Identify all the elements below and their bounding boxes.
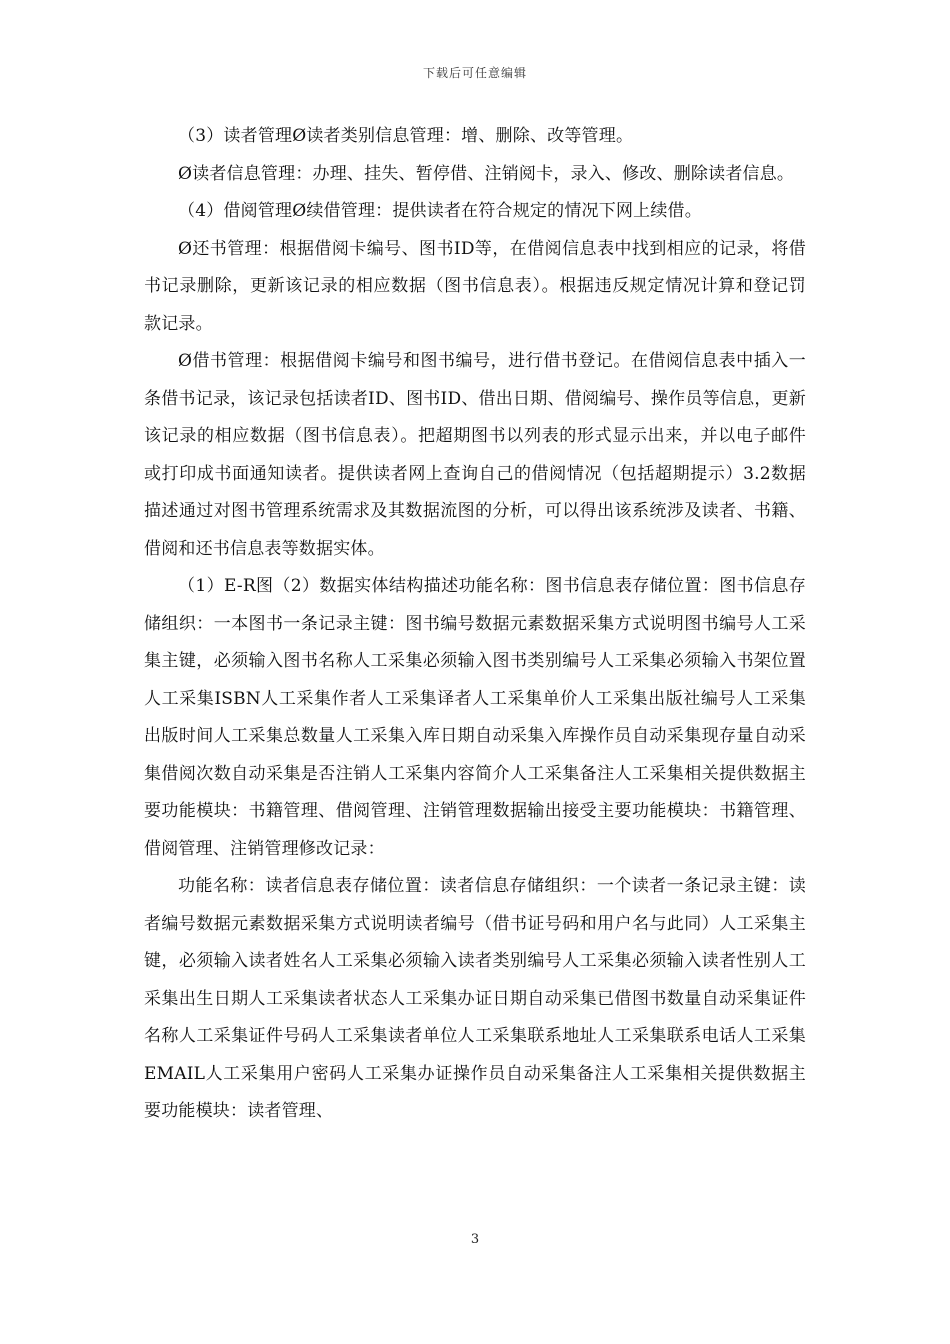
document-body <box>144 118 806 1131</box>
page-number: 3 <box>470 1232 480 1247</box>
paragraph-book-info-table: （1）E-R图（2）数据实体结构描述功能名称：图书信息表存储位置：图书信息存储组织：一本图书一条记录主键：图书编号数据元素数据采集方式说明图书编号人工采集主键，必须输入图书名称人工采集必须输入图书类别编号人工采集必须输入书架位置人工采集ISBN人工采集作者人工采集译者人工采集单价人工采集出版社编号人工采集出版时间人工采集总数量人工采集入库日期自动采集入库操作员自动采集现存量自动采集借阅次数自动采集是否注销人工采集内容简介人工采集备注人工采集相关提供数据主要功能模块：书籍管理、借阅管理、注销管理数据输出接受主要功能模块：书籍管理、借阅管理、注销管理修改记录： <box>144 576 806 859</box>
paragraph-borrow-management: （4）借阅管理Ø续借管理：提供读者在符合规定的情况下网上续借。 <box>178 201 702 221</box>
paragraph-return-management: Ø还书管理：根据借阅卡编号、图书ID等，在借阅信息表中找到相应的记录，将借书记录删除，更新该记录的相应数据（图书信息表）。根据违反规定情况计算和登记罚款记录。 <box>144 238 806 334</box>
paragraph-lending-management: Ø借书管理：根据借阅卡编号和图书编号，进行借书登记。在借阅信息表中插入一条借书记录，该记录包括读者ID、图书ID、借出日期、借阅编号、操作员等信息，更新该记录的相应数据（图书信息表）。把超期图书以列表的形式显示出来，并以电子邮件或打印成书面通知读者。提供读者网上查询自己的借阅情况（包括超期提示）3.2数据描述通过对图书管理系统需求及其数据流图的分析，可以得出该系统涉及读者、书籍、借阅和还书信息表等数据实体。 <box>144 351 806 559</box>
paragraph-reader-management: （3）读者管理Ø读者类别信息管理：增、删除、改等管理。 <box>178 126 634 146</box>
paragraph-reader-info-management: Ø读者信息管理：办理、挂失、暂停借、注销阅卡，录入、修改、删除读者信息。 <box>178 163 795 184</box>
page-header: 下载后可任意编辑 <box>422 66 527 80</box>
paragraph-reader-info-table: 功能名称：读者信息表存储位置：读者信息存储组织：一个读者一条记录主键：读者编号数据元素数据采集方式说明读者编号（借书证号码和用户名与此同）人工采集主键，必须输入读者姓名人工采集必须输入读者类别编号人工采集必须输入读者性别人工采集出生日期人工采集读者状态人工采集办证日期自动采集已借图书数量自动采集证件名称人工采集证件号码人工采集读者单位人工采集联系地址人工采集联系电话人工采集EMAIL人工采集用户密码人工采集办证操作员自动采集备注人工采集相关提供数据主要功能模块：读者管理、 <box>144 876 806 1121</box>
